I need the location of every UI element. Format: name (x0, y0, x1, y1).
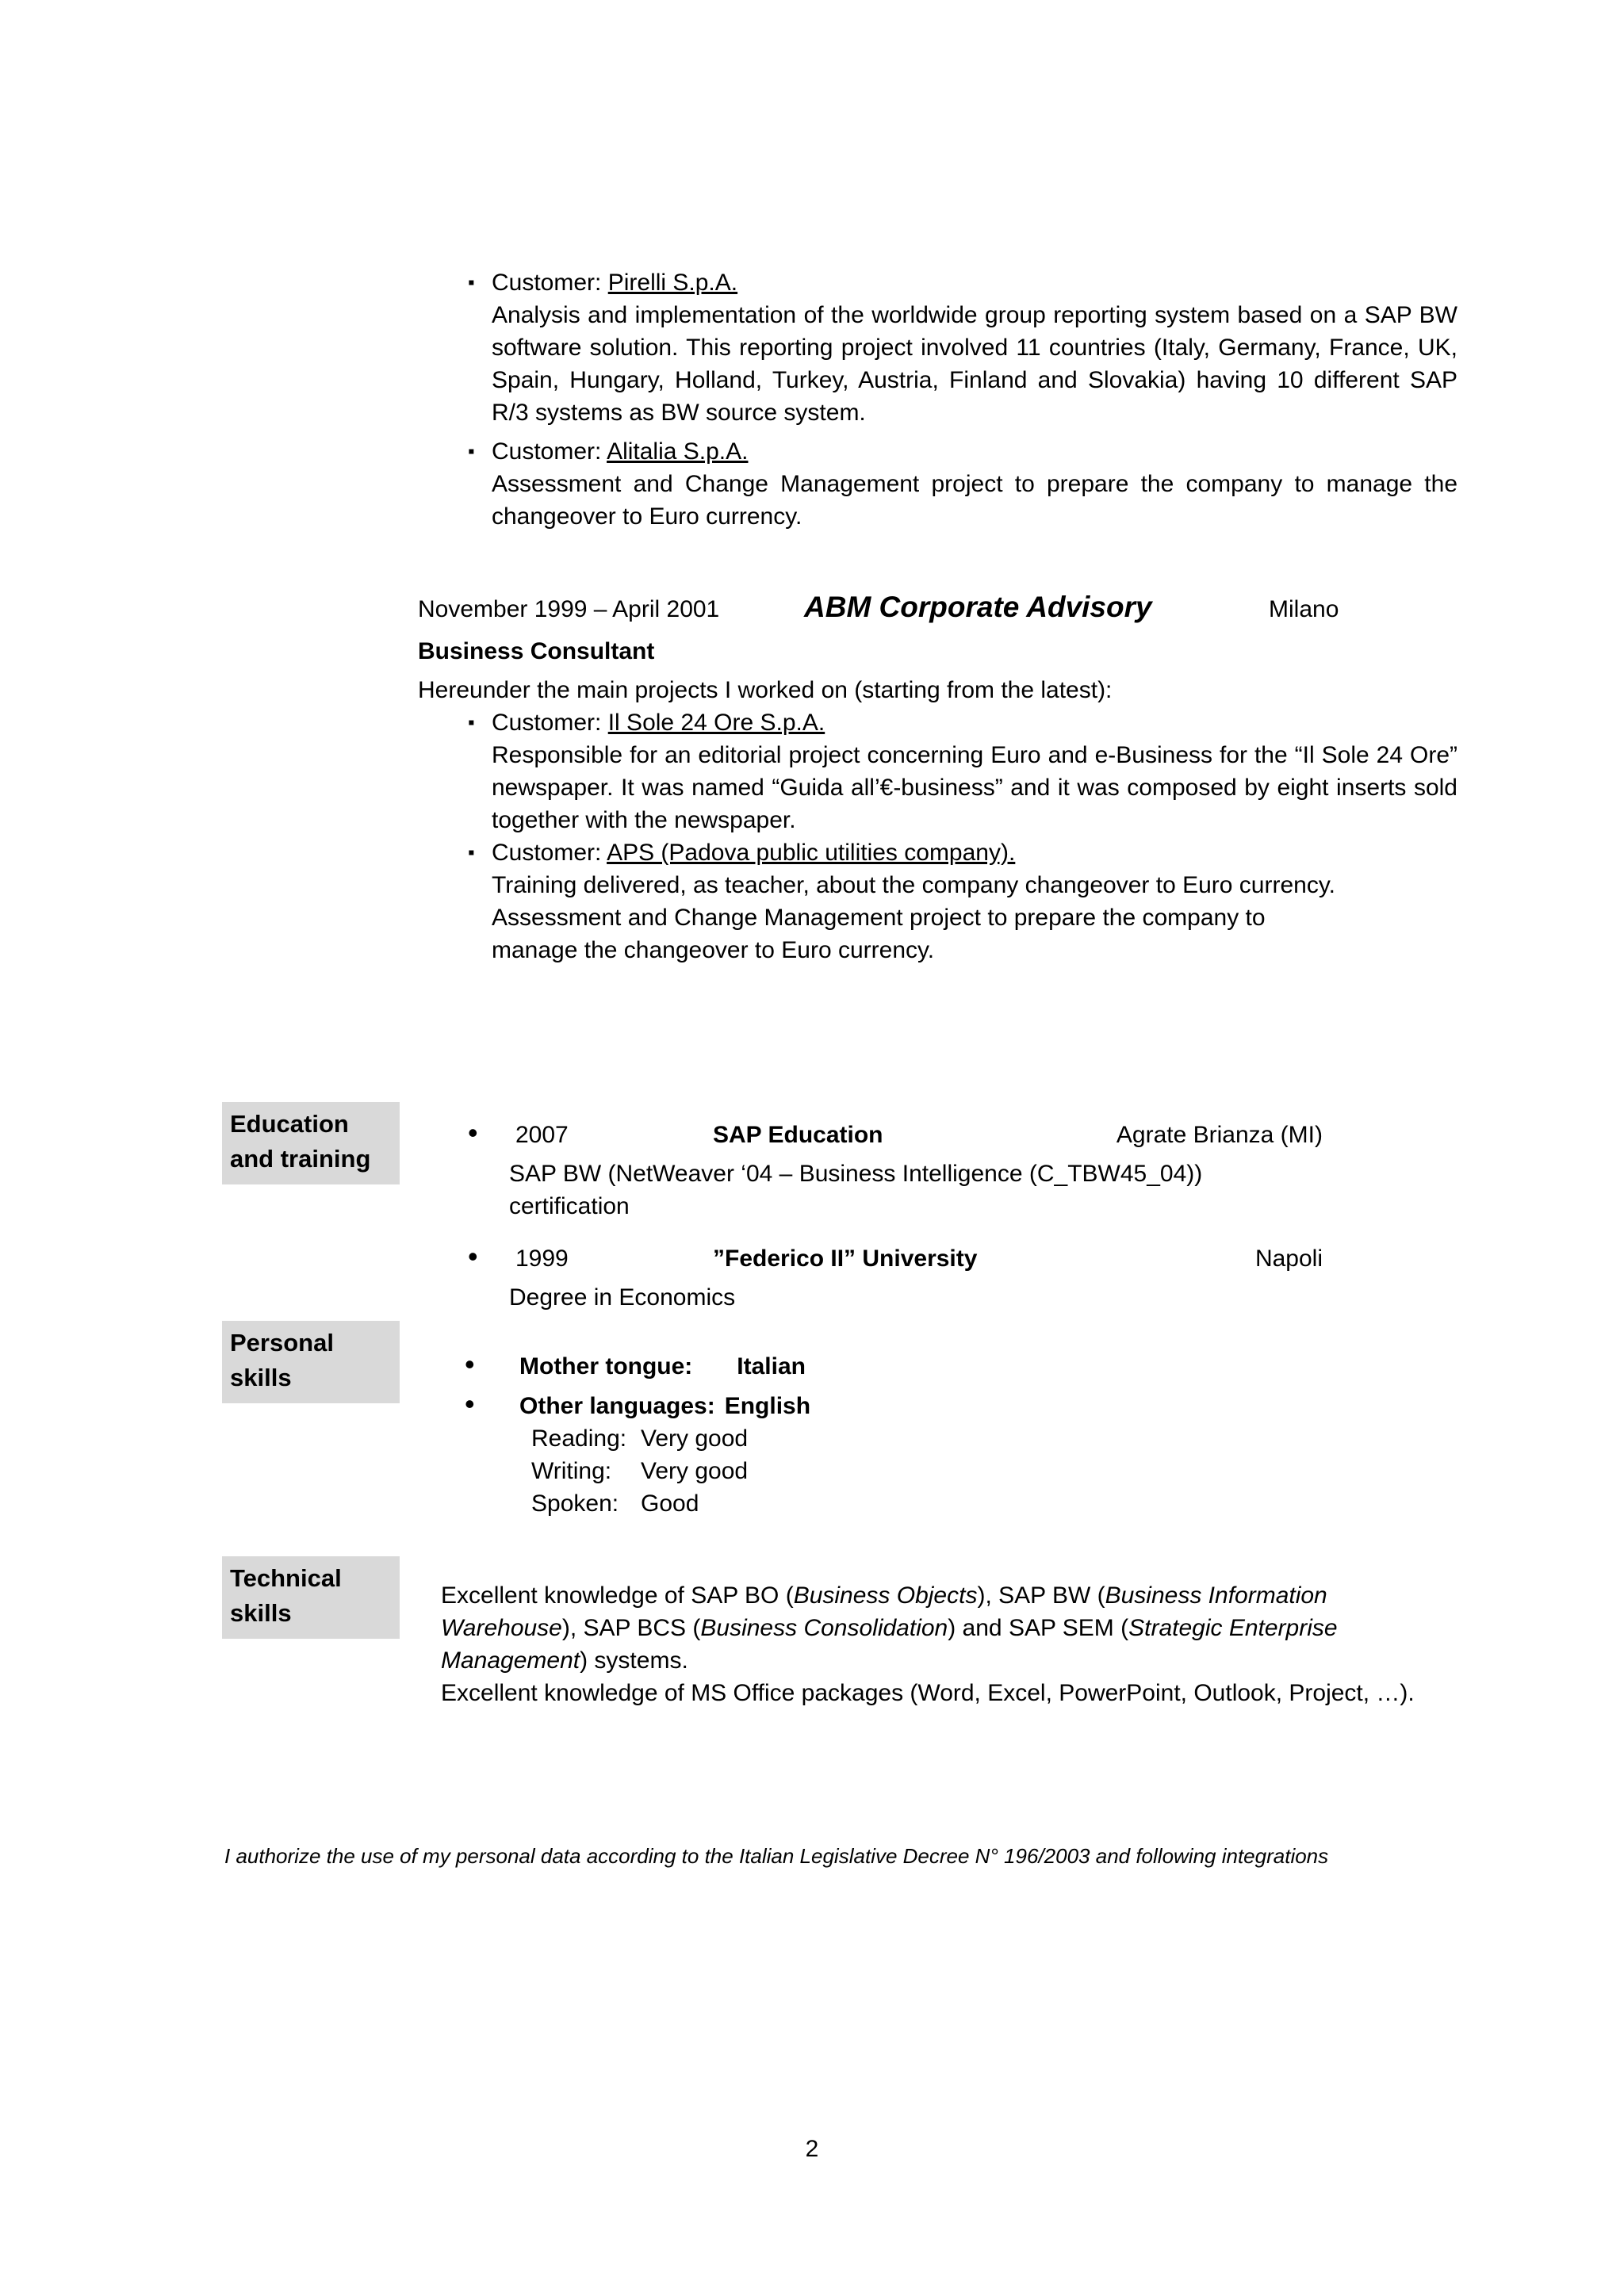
project-item-alitalia (468, 435, 1457, 533)
language-skill-row (531, 1487, 1337, 1520)
customer-label: Customer: (492, 840, 602, 866)
project-item-pirelli (468, 266, 1457, 429)
other-languages-row (465, 1387, 1337, 1422)
project-item-aps (468, 836, 1457, 966)
round-bullet-icon: • (468, 1116, 478, 1149)
job-header (418, 588, 1457, 629)
project-description: Responsible for an editorial project concerning Euro and e-Business for the “Il Sole 24 Ore” newspaper. It was named “Guida all’€-business” and it was composed by eight inserts sold together with the newspaper. (492, 742, 1457, 833)
education-content (468, 1116, 1323, 1314)
education-entry (468, 1240, 1323, 1314)
technical-skills-section-label: Technical skills (222, 1556, 400, 1639)
language-skill-name: Writing: (531, 1458, 612, 1484)
customer-label: Customer: (492, 270, 602, 296)
page-number: 2 (805, 2136, 819, 2162)
other-languages-value: English (724, 1393, 811, 1419)
round-bullet-icon: • (468, 1240, 478, 1272)
education-location: Napoli (1254, 1246, 1323, 1272)
project-list (468, 266, 1457, 533)
customer-label: Customer: (492, 438, 602, 465)
project-description: Training delivered, as teacher, about the company changeover to Euro currency. (492, 872, 1335, 898)
privacy-authorization-note: I authorize the use of my personal data according to the Italian Legislative Decree N° 196/2003 and following integrations (224, 1844, 1329, 1868)
round-bullet-icon: • (465, 1387, 475, 1420)
round-bullet-icon: • (465, 1348, 475, 1380)
project-description: Assessment and Change Management project to prepare the company to manage the changeover to Euro currency. (492, 905, 1266, 963)
tech-italic-segment: Strategic Enterprise Management (441, 1615, 1338, 1674)
technical-skills-content (441, 1579, 1424, 1709)
project-item-ilsole24ore (468, 706, 1457, 836)
language-skill-level: Very good (641, 1425, 749, 1452)
education-entry (468, 1116, 1323, 1223)
project-list (468, 706, 1457, 966)
personal-skills-section-label: Personal skills (222, 1321, 400, 1403)
customer-name: Il Sole 24 Ore S.p.A. (607, 710, 825, 736)
technical-skills-paragraph: Excellent knowledge of MS Office packages (Word, Excel, PowerPoint, Outlook, Project, …). (441, 1680, 1415, 1706)
language-skill-name: Reading: (531, 1425, 627, 1452)
language-skill-name: Spoken: (531, 1490, 619, 1517)
technical-skills-paragraph (441, 1579, 1424, 1677)
customer-line (492, 435, 1457, 468)
project-description: Analysis and implementation of the worldwide group reporting system based on a SAP BW software solution. This reporting project involved 11 countries (Italy, Germany, France, UK, Spain, Hungary, Holland, Turkey, Austria, Finland and Slovakia) having 10 different SAP R/3 systems as BW source system. (492, 302, 1457, 426)
customer-line (492, 266, 1457, 299)
language-skill-row (531, 1455, 1337, 1487)
customer-label: Customer: (492, 710, 602, 736)
job-title: Business Consultant (418, 638, 655, 664)
tech-text-segment: ) and SAP SEM ( (948, 1615, 1129, 1641)
previous-job-projects (468, 266, 1457, 533)
tech-text-segment: Excellent knowledge of SAP BO ( (441, 1582, 794, 1609)
education-institution: ”Federico II” University (713, 1246, 978, 1272)
language-skill-level: Very good (641, 1458, 749, 1484)
personal-skills-content (465, 1348, 1337, 1520)
education-year: 1999 (515, 1246, 569, 1272)
education-institution: SAP Education (713, 1122, 883, 1148)
customer-line (492, 706, 1457, 739)
tech-italic-segment: Business Objects (793, 1582, 978, 1609)
language-skill-level: Good (641, 1490, 699, 1517)
square-bullet-icon: ▪ (468, 272, 475, 293)
tech-text-segment: ), SAP BW ( (977, 1582, 1105, 1609)
education-detail: SAP BW (NetWeaver ‘04 – Business Intelligence (C_TBW45_04)) certification (509, 1161, 1203, 1219)
mother-tongue-value: Italian (737, 1353, 806, 1380)
education-year: 2007 (515, 1122, 569, 1148)
tech-text-segment: ) systems. (580, 1647, 688, 1674)
project-description: Assessment and Change Management project to prepare the company to manage the changeover to Euro currency. (492, 471, 1457, 530)
job-company: ABM Corporate Advisory (804, 591, 1152, 623)
mother-tongue-label: Mother tongue: (519, 1353, 693, 1380)
education-entry-row (468, 1240, 1323, 1275)
square-bullet-icon: ▪ (468, 842, 475, 863)
other-languages-label: Other languages: (519, 1393, 715, 1419)
language-skill-row (531, 1422, 1337, 1455)
mother-tongue-row (465, 1348, 1337, 1383)
tech-italic-segment: Business Information Warehouse (441, 1582, 1327, 1641)
education-location: Agrate Brianza (MI) (1116, 1122, 1323, 1148)
square-bullet-icon: ▪ (468, 712, 475, 733)
job-period: November 1999 – April 2001 (418, 596, 720, 622)
job-abm-corporate-advisory (418, 588, 1457, 966)
customer-name: APS (Padova public utilities company). (607, 840, 1016, 866)
job-location: Milano (1269, 596, 1339, 622)
education-section-label: Education and training (222, 1102, 400, 1184)
customer-name: Alitalia S.p.A. (607, 438, 749, 465)
job-intro: Hereunder the main projects I worked on (starting from the latest): (418, 677, 1113, 703)
customer-name: Pirelli S.p.A. (607, 270, 738, 296)
tech-text-segment: ), SAP BCS ( (561, 1615, 701, 1641)
square-bullet-icon: ▪ (468, 441, 475, 462)
tech-italic-segment: Business Consolidation (700, 1615, 948, 1641)
education-detail: Degree in Economics (509, 1284, 736, 1311)
education-entry-row (468, 1116, 1323, 1151)
customer-line (492, 836, 1457, 869)
